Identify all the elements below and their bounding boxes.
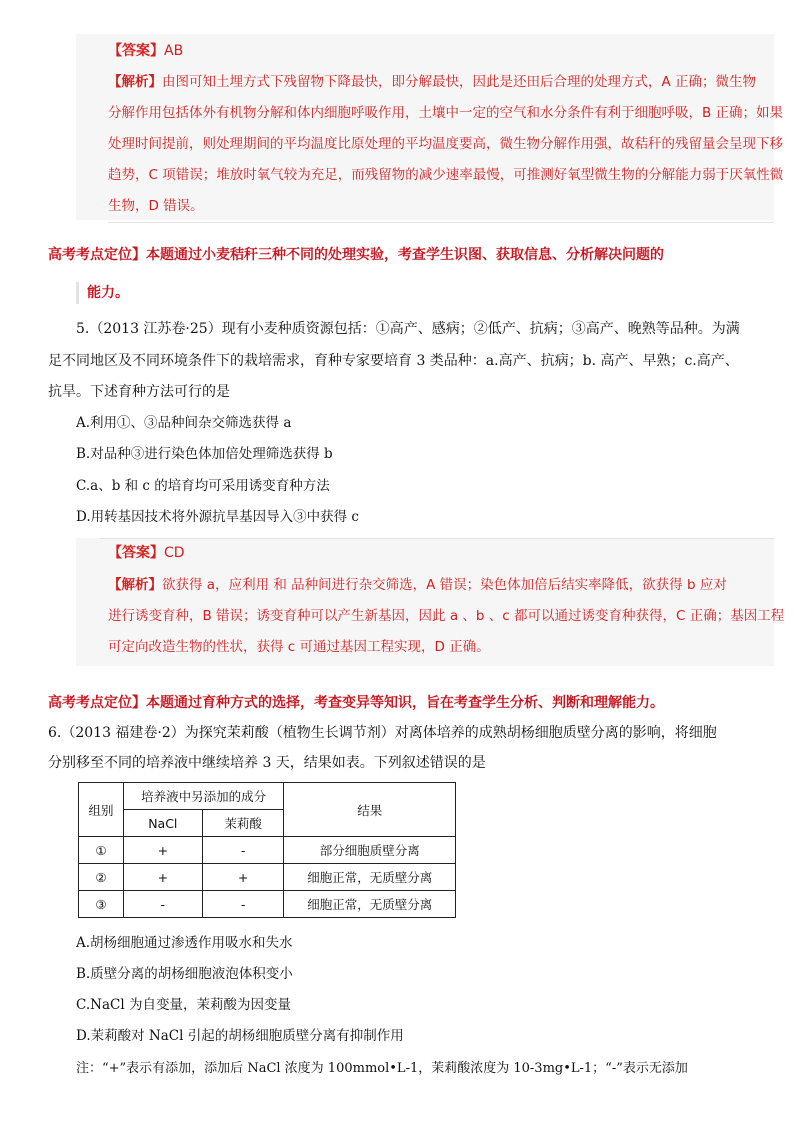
option-q5-d: D.用转基因技术将外源抗旱基因导入③中获得 c — [76, 509, 359, 525]
question-stem-q5-2: 足不同地区及不同环境条件下的栽培需求，育种专家要培育 3 类品种：a.高产、抗病；b. 高产、早熟；c.高产、 — [48, 353, 739, 369]
analysis-line-q5-2: 进行诱变育种，B 错误；诱变育种可以产生新基因，因此 a 、b 、c 都可以通过诱变育种获得，C 正确；基因工程 — [108, 608, 785, 624]
cell-nacl: + — [123, 837, 202, 864]
answer-label: 【答案】 — [108, 545, 164, 561]
analysis-line-q4-1 — [108, 67, 756, 98]
cell-group: ② — [79, 864, 124, 891]
analysis-text: 由图可知土埋方式下残留物下降最快，即分解最快，因此是还田后合理的处理方式，A 正确；微生物 — [162, 74, 757, 90]
analysis-line-q4-4: 趋势，C 项错误；堆放时氧气较为充足，而残留物的减少速率最慢，可推测好氧型微生物的分解能力弱于厌氧性微 — [108, 167, 784, 183]
analysis-text: 欲获得 a，应利用 和 品种间进行杂交筛选，A 错误；染色体加倍后结实率降低，欲获得 b 应对 — [162, 577, 727, 593]
divider — [108, 222, 774, 223]
question-stem-q6-1: 6.（2013 福建卷·2）为探究茉莉酸（植物生长调节剂）对离体培养的成熟胡杨细胞质壁分离的影响，将细胞 — [48, 725, 717, 741]
option-q6-a: A.胡杨细胞通过渗透作用吸水和失水 — [76, 935, 293, 951]
analysis-line-q4-3: 处理时间提前，则处理期间的平均温度比原处理的平均温度要高，微生物分解作用强，故秸秆的残留量会呈现下移 — [108, 136, 783, 152]
analysis-line-q4-2: 分解作用包括体外有机物分解和体内细胞呼吸作用，土壤中一定的空气和水分条件有利于细胞呼吸，B 正确；如果 — [108, 105, 784, 121]
answer-line-q5 — [108, 538, 185, 569]
analysis-label: 【解析】 — [108, 577, 162, 593]
table-header-result: 结果 — [284, 783, 456, 837]
cell-result: 细胞正常，无质壁分离 — [284, 891, 456, 918]
table-note: 注：“+”表示有添加，添加后 NaCl 浓度为 100mmol•L-1，茉莉酸浓度为 10-3mg•L-1；“-”表示无添加 — [76, 1061, 688, 1076]
result-table — [78, 782, 456, 918]
question-stem-q5-3: 抗旱。下述育种方法可行的是 — [48, 384, 230, 400]
option-q5-c: C.a、b 和 c 的培育均可采用诱变育种方法 — [76, 478, 330, 494]
kaodian-q4-cont: 能力。 — [76, 282, 129, 304]
answer-value: CD — [164, 545, 185, 561]
table-row — [79, 864, 456, 891]
option-q6-c: C.NaCl 为自变量，茉莉酸为因变量 — [76, 997, 291, 1013]
cell-nacl: - — [123, 891, 202, 918]
answer-value: AB — [164, 43, 184, 59]
table-row — [79, 891, 456, 918]
cell-jasmonic: - — [202, 837, 284, 864]
analysis-line-q4-5: 生物，D 错误。 — [108, 198, 204, 214]
cell-nacl: + — [123, 864, 202, 891]
divider — [100, 538, 774, 539]
option-q6-b: B.质壁分离的胡杨细胞液泡体积变小 — [76, 966, 293, 982]
cell-group: ③ — [79, 891, 124, 918]
kaodian-q5: 高考考点定位】本题通过育种方式的选择，考查变异等知识，旨在考查学生分析、判断和理解能力。 — [48, 695, 664, 711]
question-stem-q6-2: 分别移至不同的培养液中继续培养 3 天，结果如表。下列叙述错误的是 — [48, 755, 486, 771]
table-header-group: 组别 — [79, 783, 124, 837]
answer-label: 【答案】 — [108, 43, 164, 59]
analysis-label: 【解析】 — [108, 74, 162, 90]
option-q5-b: B.对品种③进行染色体加倍处理筛选获得 b — [76, 446, 333, 462]
table-header-added: 培养液中另添加的成分 — [123, 783, 284, 810]
cell-jasmonic: - — [202, 891, 284, 918]
table-header-jasmonic: 茉莉酸 — [202, 810, 284, 837]
cell-jasmonic: + — [202, 864, 284, 891]
analysis-line-q5-1 — [108, 570, 727, 601]
table-header-nacl: NaCl — [123, 810, 202, 837]
table-row — [79, 837, 456, 864]
answer-line-q4 — [108, 36, 183, 67]
analysis-line-q5-3: 可定向改造生物的性状，获得 c 可通过基因工程实现，D 正确。 — [108, 639, 490, 655]
cell-group: ① — [79, 837, 124, 864]
kaodian-q4: 高考考点定位】本题通过小麦秸秆三种不同的处理实验，考查学生识图、获取信息、分析解决问题的 — [48, 247, 664, 263]
question-stem-q5-1: 5.（2013 江苏卷·25）现有小麦种质资源包括：①高产、感病；②低产、抗病；③高产、晚熟等品种。为满 — [76, 321, 740, 337]
cell-result: 部分细胞质壁分离 — [284, 837, 456, 864]
cell-result: 细胞正常，无质壁分离 — [284, 864, 456, 891]
option-q5-a: A.利用①、③品种间杂交筛选获得 a — [76, 415, 292, 431]
option-q6-d: D.茉莉酸对 NaCl 引起的胡杨细胞质壁分离有抑制作用 — [76, 1028, 404, 1044]
